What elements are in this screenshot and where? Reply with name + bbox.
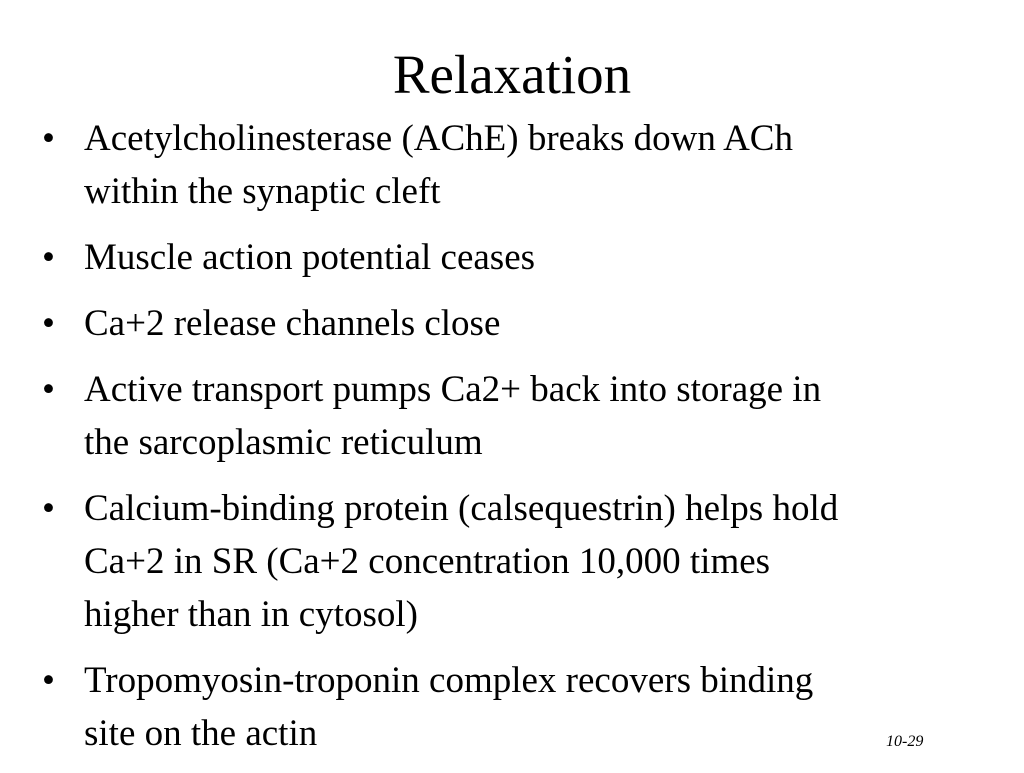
bullet-dot-icon: • bbox=[42, 369, 55, 410]
bullet-text-line: site on the actin bbox=[84, 713, 318, 754]
bullet-dot-icon: • bbox=[42, 118, 55, 159]
bullet-dot-icon: • bbox=[42, 660, 55, 701]
bullet-text-line: Calcium-binding protein (calsequestrin) helps hold bbox=[84, 488, 839, 529]
bullet-dot-icon: • bbox=[42, 303, 55, 344]
bullet-list bbox=[0, 112, 1024, 773]
bullet-text-line: higher than in cytosol) bbox=[84, 594, 418, 635]
bullet-text-line: Active transport pumps Ca2+ back into storage in bbox=[84, 369, 822, 410]
bullet-text-line: the sarcoplasmic reticulum bbox=[84, 422, 483, 463]
bullet-text-line: Tropomyosin-troponin complex recovers binding bbox=[84, 660, 814, 701]
bullet-text-line: within the synaptic cleft bbox=[84, 171, 441, 212]
bullet-text-line: Acetylcholinesterase (AChE) breaks down ACh bbox=[84, 118, 793, 159]
bullet-text-line: Ca+2 release channels close bbox=[84, 303, 501, 344]
bullet-item bbox=[0, 654, 1024, 760]
bullet-dot-icon: • bbox=[42, 488, 55, 529]
bullet-item bbox=[0, 231, 1024, 284]
bullet-text-line: Muscle action potential ceases bbox=[84, 237, 536, 278]
slide-number: 10-29 bbox=[886, 733, 924, 750]
bullet-item bbox=[0, 297, 1024, 350]
slide-title: Relaxation bbox=[392, 44, 632, 105]
bullet-text-line: Ca+2 in SR (Ca+2 concentration 10,000 times bbox=[84, 541, 771, 582]
bullet-item bbox=[0, 482, 1024, 641]
bullet-item bbox=[0, 363, 1024, 469]
bullet-item bbox=[0, 112, 1024, 218]
bullet-dot-icon: • bbox=[42, 237, 55, 278]
